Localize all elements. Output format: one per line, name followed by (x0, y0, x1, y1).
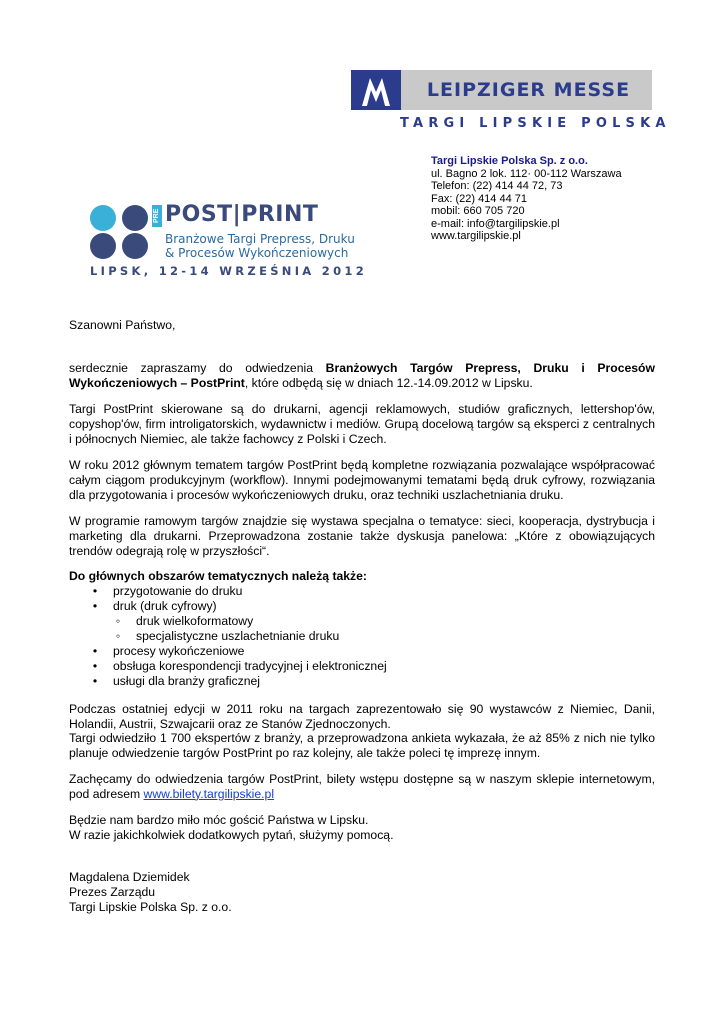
list-item-label: specjalistyczne uszlachetnianie druku (136, 629, 340, 643)
brand-name: LEIPZIGER MESSE (426, 79, 631, 101)
list-item (92, 659, 387, 674)
list-subitem (115, 614, 254, 629)
event-logo-line2: & Procesów Wykończeniowych (165, 246, 349, 260)
paragraph-tickets (69, 772, 655, 802)
fax-number: Fax: (22) 414 44 71 (431, 192, 528, 205)
list-subitem (115, 629, 340, 644)
list-item-label: druk wielkoformatowy (136, 614, 254, 628)
paragraph-invitation (69, 361, 655, 391)
list-item-label: usługi dla branży graficznej (113, 674, 261, 688)
event-full-name: Branżowych Targów Prepress, Druku i Procesów Wykończeniowych – PostPrint (69, 361, 655, 390)
address-block (431, 155, 622, 243)
paragraph-program: W programie ramowym targów znajdzie się wystawa specjalna o tematyce: sieci, kooperacja, dystrybucja i marketing dla drukarni. Przeprowadzona zostanie także dyskusja panelowa: „Które z obowiązujących trendów odegrają rolę w przyszłości“. (69, 514, 655, 558)
paragraph-topics: W roku 2012 głównym tematem targów PostPrint będą kompletne rozwiązania pozwalające współpracować całym ciągom produkcyjnym (workflow). Innymi podejmowanymi tematami będą druk cyfrowy, rozwiązania dla przygotowania i procesów wykończeniowych druku, oraz techniki uszlachetniania druku. (69, 458, 655, 502)
logo-circle-icon (90, 205, 116, 231)
p6-text: Zachęcamy do odwiedzenia targów PostPrint, bilety wstępu dostępne są w naszym sklepie internetowym, pod adresem (69, 772, 655, 801)
email-address: e-mail: info@targilipskie.pl (431, 217, 560, 230)
paragraph-visitors: Targi odwiedziło 1 700 ekspertów z branży, a przeprowadzona ankieta wykazała, że aż 85% z nich nie tylko planuje odwiedzenie targów PostPrint po raz kolejny, ale także poleci tę imprezę innym. (69, 731, 655, 760)
mobile-number: mobil: 660 705 720 (431, 205, 525, 217)
paragraph-audience: Targi PostPrint skierowane są do drukarni, agencji reklamowych, studiów graficznych, lettershop'ów, copyshop'ów, firm introligatorskich, wydawnictw i mediów. Grupą docelową targów są eksperci z centralnych i północnych Niemiec, ale także fachowcy z Polski i Czech. (69, 402, 655, 446)
list-item-label: przygotowanie do druku (113, 584, 243, 598)
tickets-link[interactable]: www.bilety.targilipskie.pl (143, 786, 275, 801)
logo-pre-badge: PRE (152, 205, 162, 227)
logo-circle-icon (90, 233, 116, 259)
logo-circle-icon (122, 233, 148, 259)
messe-mm-icon (351, 70, 401, 110)
signature-title: Prezes Zarządu (69, 885, 156, 899)
bullet-icon: • (92, 659, 98, 673)
list-item (92, 584, 243, 599)
signature-company: Targi Lipskie Polska Sp. z o.o. (69, 900, 232, 914)
p1-text: serdecznie zapraszamy do odwiedzenia (69, 361, 326, 375)
list-item-label: obsługa korespondencji tradycyjnej i elektronicznej (113, 659, 387, 673)
brand-subtitle: TARGI LIPSKIE POLSKA (400, 116, 671, 131)
list-item (92, 674, 261, 689)
bullet-icon: • (92, 674, 98, 688)
logo-circle-icon (122, 205, 148, 231)
event-logo-title: POST|PRINT (165, 202, 319, 227)
closing-line-2: W razie jakichkolwiek dodatkowych pytań, służymy pomocą. (69, 828, 394, 842)
company-name: Targi Lipskie Polska Sp. z o.o. (431, 155, 588, 167)
paragraph-last-edition: Podczas ostatniej edycji w 2011 roku na targach zaprezentowało się 90 wystawców z Niemiec, Danii, Holandii, Austrii, Szwajcarii oraz ze Stanów Zjednoczonych. (69, 702, 655, 731)
list-item-label: procesy wykończeniowe (113, 644, 245, 658)
phone-number: Telefon: (22) 414 44 72, 73 (431, 180, 563, 192)
list-item (92, 599, 217, 614)
sub-bullet-icon: ◦ (115, 629, 121, 643)
street-address: ul. Bagno 2 lok. 112· 00-112 Warszawa (431, 167, 622, 180)
bullet-icon: • (92, 644, 98, 658)
bullet-icon: • (92, 599, 98, 613)
website: www.targilipskie.pl (431, 230, 521, 242)
signature-name: Magdalena Dziemidek (69, 870, 190, 884)
salutation: Szanowni Państwo, (69, 318, 176, 332)
bullet-icon: • (92, 584, 98, 598)
sub-bullet-icon: ◦ (115, 614, 121, 628)
list-heading: Do głównych obszarów tematycznych należą także: (69, 569, 367, 583)
event-logo-line1: Branżowe Targi Prepress, Druku (165, 232, 355, 246)
p1-text-end: , które odbędą się w dniach 12.-14.09.2012 w Lipsku. (244, 375, 533, 390)
list-item (92, 644, 245, 659)
event-logo-date: LIPSK, 12-14 WRZEŚNIA 2012 (90, 264, 368, 278)
closing-line-1: Będzie nam bardzo miło móc gościć Państwa w Lipsku. (69, 813, 369, 827)
list-item-label: druk (druk cyfrowy) (113, 599, 217, 613)
